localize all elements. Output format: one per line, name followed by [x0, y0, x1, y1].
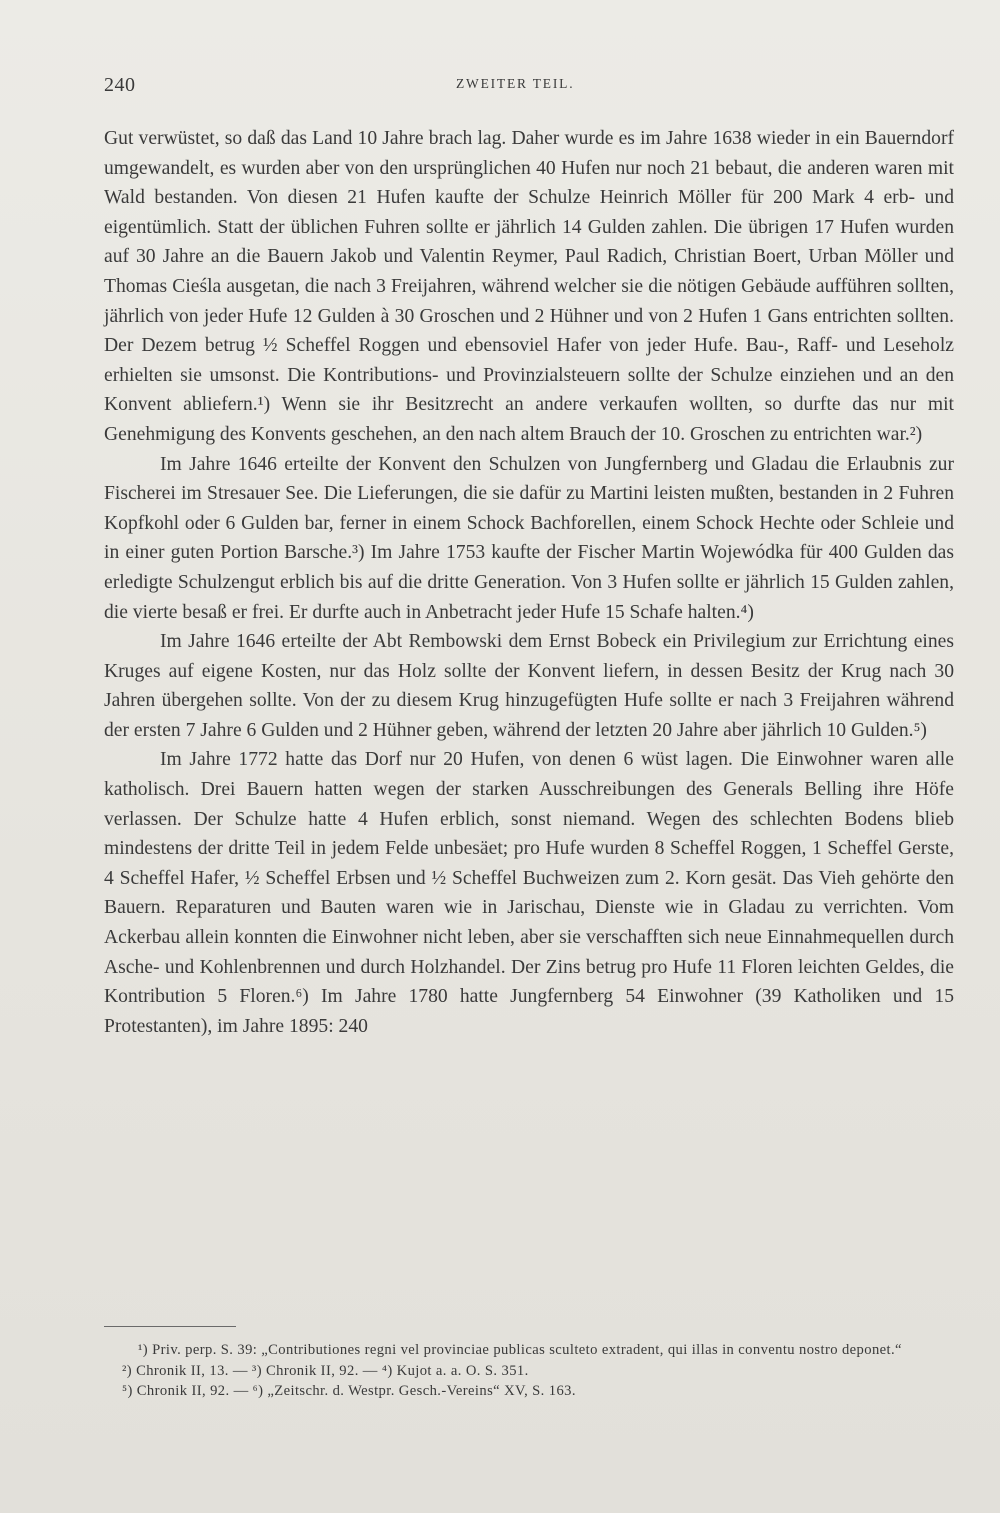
footnote: ⁵) Chronik II, 92. — ⁶) „Zeitschr. d. Westpr. Gesch.-Vereins“ XV, S. 163.	[122, 1383, 576, 1399]
paragraph: Im Jahre 1646 erteilte der Abt Rembowski dem Ernst Bobeck ein Privilegium zur Errichtung eines Kruges auf eigene Kosten, nur das Holz sollte der Konvent liefern, in dessen Besitz der Krug nach 30 Jahren übergehen sollte. Von der zu diesem Krug hinzugefügten Hufe sollte er nach 3 Freijahren während der ersten 7 Jahre 6 Gulden und 2 Hühner geben, während der letzten 20 Jahre aber jährlich 10 Gulden.⁵)	[104, 631, 954, 741]
paragraph: Im Jahre 1646 erteilte der Konvent den Schulzen von Jungfernberg und Gladau die Erlaubnis zur Fischerei im Stresauer See. Die Lieferungen, die sie dafür zu Martini leisten mußten, bestanden in 2 Fuhren Kopfkohl oder 6 Gulden bar, ferner in einem Schock Bachforellen, einem Schock Hechte oder Schleie und in einer guten Portion Barsche.³) Im Jahre 1753 kaufte der Fischer Martin Wojewódka für 400 Gulden das erledigte Schulzengut erblich bis auf die dritte Generation. Von 3 Hufen sollte er jährlich 15 Gulden zahlen, die vierte besaß er frei. Er durfte auch in Anbetracht jeder Hufe 15 Schafe halten.⁴)	[104, 453, 954, 623]
footnote: ²) Chronik II, 13. — ³) Chronik II, 92. — ⁴) Kujot a. a. O. S. 351.	[122, 1362, 529, 1379]
running-head: ZWEITER TEIL.	[456, 76, 575, 91]
page-header	[104, 74, 954, 100]
paragraph: Gut verwüstet, so daß das Land 10 Jahre brach lag. Daher wurde es im Jahre 1638 wieder in ein Bauerndorf umgewandelt, es wurden aber von den ursprünglichen 40 Hufen nur noch 21 bebaut, die anderen waren mit Wald bestanden. Von diesen 21 Hufen kaufte der Schulze Heinrich Möller für 200 Mark 4 erb- und eigentümlich. Statt der üblichen Fuhren sollte er jährlich 14 Gulden zahlen. Die übrigen 17 Hufen wurden auf 30 Jahre an die Bauern Jakob und Valentin Reymer, Paul Radich, Christian Boert, Urban Möller und Thomas Cieśla ausgetan, die nach 3 Freijahren, während welcher sie die nötigen Gebäude aufführen sollten, jährlich von jeder Hufe 12 Gulden à 30 Groschen und 2 Hühner und von 2 Hufen 1 Gans entrichten sollten. Der Dezem betrug ½ Scheffel Roggen und ebensoviel Hafer von jeder Hufe. Bau-, Raff- und Leseholz erhielten sie umsonst. Die Kontributions- und Provinzialsteuern sollte der Schulze einziehen und an den Konvent abliefern.¹) Wenn sie ihr Besitzrecht an andere verkaufen wollten, so durfte das nur mit Genehmigung des Konvents geschehen, an den nach altem Brauch der 10. Groschen zu entrichten war.²)	[104, 128, 954, 445]
footnote: ¹) Priv. perp. S. 39: „Contributiones regni vel provinciae publicas sculteto extradent, qui illas in conventu nostro deponet.“	[138, 1342, 902, 1358]
page-number: 240	[104, 74, 136, 96]
footnote-separator	[104, 1326, 236, 1327]
main-text	[104, 124, 954, 1041]
footnotes	[104, 1340, 959, 1402]
paragraph: Im Jahre 1772 hatte das Dorf nur 20 Hufen, von denen 6 wüst lagen. Die Einwohner waren alle katholisch. Drei Bauern hatten wegen der starken Ausschreibungen des Generals Belling ihre Höfe verlassen. Der Schulze hatte 4 Hufen erblich, sonst niemand. Wegen des schlechten Bodens blieb mindestens der dritte Teil in jedem Felde unbesäet; pro Hufe wurden 8 Scheffel Roggen, 1 Scheffel Gerste, 4 Scheffel Hafer, ½ Scheffel Erbsen und ½ Scheffel Buchweizen zum 2. Korn gesät. Das Vieh gehörte den Bauern. Reparaturen und Bauten waren wie in Jarischau, Dienste wie in Gladau zu verrichten. Vom Ackerbau allein konnten die Einwohner nicht leben, aber sie verschafften sich neue Einnahmequellen durch Asche- und Kohlenbrennen und durch Holzhandel. Der Zins betrug pro Hufe 11 Floren leichten Geldes, die Kontribution 5 Floren.⁶) Im Jahre 1780 hatte Jungfernberg 54 Einwohner (39 Katholiken und 15 Protestanten), im Jahre 1895: 240	[104, 749, 954, 1037]
